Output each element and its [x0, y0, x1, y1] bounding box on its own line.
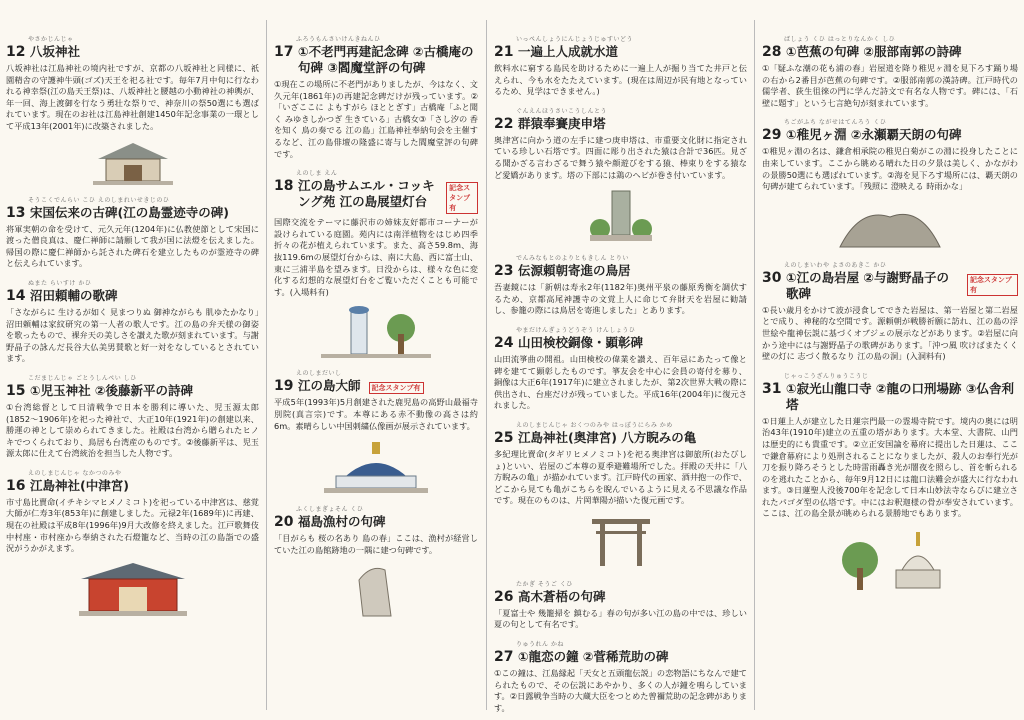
entry-ruby: じゃっこうざんりゅうこうじ [784, 372, 869, 380]
entry-title: ①寂光山龍口寺 ②龍の口刑場跡 ③仏舎利塔 [786, 380, 1014, 412]
entry-title: ①芭蕉の句碑 ②服部南郭の詩碑 [786, 44, 962, 59]
entry-text: 多紀理比賣命(タギリヒメノミコト)を祀る奥津宮は御旅所(おたびしょ)といい、岩屋のご本尊の夏季避難場所でした。拝殿の天井に「八方睨みの亀」が描かれています。江戸時代の画家、酒井抱一の作で、どこから見ても亀がこちらを睨んでいるように見える不思議な作品です。現在のものは、片岡華陽が描いた復元画です。 [494, 448, 747, 506]
entry-number: 13 [6, 204, 26, 221]
entry-heading [494, 649, 747, 665]
entry-title: 一遍上人成就水道 [518, 44, 619, 59]
entry-heading [494, 430, 747, 446]
stupa-illustration [830, 524, 950, 594]
entry-heading [6, 205, 259, 221]
entry-text: ①日蓮上人が建立した日蓮宗門最一の霊場寺院です。境内の奥には明治43年(1910年)建立の五重の塔があります。大本堂、大書院、山門は歴史的にも貴重です。②立正安国論を幕府に提出した日蓮は、ここで鎌倉幕府により処刑されることになりましたが、殺人のお奉行光が刀を振り降ろそうとした時雷雨轟き光が闇夜を照らし、首を斬られるのを逃れたことから、毎年9月12日には龍口法難会が盛大に行なわれます。③日蓮聖人没後700年を記念して日本山妙法寺ならびに建立されたパゴダ型の仏塔です。中にはお釈迦様の骨が奉安されています。ここは、江の島全景が眺められる景勝地でもあります。 [762, 415, 1018, 519]
entry-29 [762, 119, 1018, 251]
entry-ruby: えのしま えん [296, 170, 338, 178]
entry-heading [494, 589, 747, 605]
entry-number: 31 [762, 380, 782, 397]
entry-ruby: そうこくでんらい こひ えのしまれいせきじのひ [28, 196, 170, 204]
shrine-illustration [73, 559, 193, 619]
entry-ruby: でんみなもとのよりともきしん とりい [516, 255, 629, 263]
entry-ruby: りゅうれん かね [516, 641, 564, 649]
entry-text: 市寸島比賣命(イチキシマヒメノミコト)を祀っている中津宮は、慈覚大師が仁寿3年(853年)に創建しました。元禄2年(1689年)に再建、現在の社殿は平成8年(1996年)9月大改修を終えました。江戸歌舞伎中村座・市村座から奉納された石燈籠など、当時の江の島詣での盛況がうかがえます。 [6, 496, 259, 554]
entry-number: 15 [6, 382, 26, 399]
entry-text: 「夏富士や 幾籠掃を 鎮むる」春の句が多い江の島の中では、珍しい夏の句として有名です。 [494, 607, 747, 630]
entry-27 [494, 641, 747, 720]
entry-title: ①江の島岩屋 ②与謝野晶子の歌碑 [786, 269, 950, 301]
entry-title: ①児玉神社 ②後藤新平の詩碑 [30, 382, 194, 398]
entry-title: 福島漁村の句碑 [298, 514, 386, 530]
entry-number: 24 [494, 334, 514, 351]
entry-heading [274, 378, 478, 394]
entry-heading [6, 44, 259, 60]
entry-number: 19 [274, 378, 294, 395]
rock-illustration [830, 197, 950, 252]
entry-heading [762, 270, 1018, 302]
entry-title: 八坂神社 [30, 44, 81, 59]
entry-31 [762, 373, 1018, 594]
entry-text: ①現在この場所に不老門がありましたが、今はなく、文久元年(1861年)の再建記念碑だけが残っています。②「いざここに よもすがら ほととぎす」古橋庵「ふと聞く みゆきしかつぎ 生きている」古橋女③「さし汐の 香を知く 鳥の奏でる 江の島」江島神社奉納句会を主催するなど、江の島俳壇の隆盛に寄与した閻魔堂評の句碑です。 [274, 79, 478, 159]
entry-23 [494, 255, 747, 317]
entry-12 [6, 36, 259, 187]
entry-text: 吾妻鏡には「新朝は寿永2年(1182年)奥州平泉の藤原秀衡を調伏するため、京都高尾神護寺の文覚上人に命じて弁財天を岩屋に勧請し、参籠の際には鳥居を寄進しました」とあります。 [494, 282, 747, 316]
entry-26 [494, 581, 747, 631]
entry-ruby: ふろうもんさいけんきねんひ [296, 36, 381, 43]
entry-22 [494, 108, 747, 245]
entry-heading [762, 127, 1018, 143]
entry-28 [762, 36, 1018, 109]
entry-ruby: こだまじんじゃ ごとうしんぺい しひ [28, 374, 137, 382]
entry-ruby: えのしまだいし [296, 370, 342, 378]
entry-14 [6, 280, 259, 365]
entry-number: 17 [274, 44, 294, 60]
stamp-badge: 記念スタンプ有 [369, 382, 424, 394]
entry-number: 18 [274, 178, 294, 195]
entry-title: 江の島大師 [298, 378, 361, 394]
entry-ruby: やまだけんぎょうどうぞう けんしょうひ [516, 326, 636, 334]
entry-heading [6, 288, 259, 304]
entry-ruby: えのしまじんじゃ おくつのみや はっぽうにらみ かめ [516, 421, 673, 429]
entry-number: 12 [6, 44, 26, 60]
temple-illustration [316, 436, 436, 496]
entry-number: 16 [6, 477, 26, 494]
entry-heading [6, 478, 259, 494]
column-1 [0, 0, 265, 720]
entry-15 [6, 375, 259, 460]
column-2 [268, 0, 484, 720]
entry-heading [494, 116, 747, 132]
entry-19 [274, 370, 478, 496]
entry-ruby: いっぺんしょうにんじょうじゅすいどう [516, 36, 634, 43]
entry-heading [274, 514, 478, 530]
entry-title: ①不老門再建記念碑 ②古橋庵の句碑 ③閻魔堂評の句碑 [298, 44, 474, 75]
entry-title: 高木蒼梧の句碑 [518, 588, 606, 604]
entry-number: 29 [762, 127, 782, 144]
column-3 [488, 0, 753, 720]
entry-title: 宋国伝来の古碑(江の島霊迹寺の碑) [30, 204, 229, 220]
entry-title: 江島神社(中津宮) [30, 477, 129, 493]
entry-number: 20 [274, 514, 294, 531]
entry-title: 江の島サムエル・コッキング苑 江の島展望灯台 [298, 178, 435, 210]
entry-13 [6, 197, 259, 270]
entry-ruby: ふくしまぎょそん くひ [296, 506, 364, 514]
entry-text: 「さながらに 生けるが如く 見まつりぬ 御神ながらも 肌ゆたかなり」沼田頼輔は家紋研究の第一人者の歌人です。江の島の弁天様の御姿を歌ったもので、裸弁天の美しさを讃えた歌が刻まれています。与謝野晶子の詠んだ長谷大仏美男賛歌と好一対をなしているとされています。 [6, 306, 259, 364]
entry-title: ①稚児ヶ淵 ②永瀬覇天朗の句碑 [786, 127, 962, 143]
entry-text: ①稚児ヶ淵の名は、鎌倉相承院の稚児白菊がこの淵に投身したことに由来しています。ここから眺める晴れた日の夕景は美しく、かながわの景勝50選にも選ばれています。②海を見下ろす場所には、覇天朗の句碑が建てられています。「残照に 澄映える 時雨かな」 [762, 146, 1018, 192]
shrine-illustration [88, 137, 178, 187]
stamp-badge: 記念スタンプ有 [446, 182, 478, 214]
entry-18 [274, 170, 478, 360]
entry-text: ①台湾総督として日清戦争で日本を勝利に導いた、児玉源太郎(1852〜1906年)を祀った神社で、大正10年(1921年)の創建以来、勝運の神として崇められてきました。社殿は台湾から贈られたヒノキでつくられており、鳥居も台湾産のものです。②後藤新平は、児玉源太郎に仕えて台湾統治を担当した人物です。 [6, 401, 259, 459]
entry-heading [274, 44, 478, 76]
stone-monument-illustration [351, 560, 401, 620]
entry-number: 14 [6, 287, 26, 304]
entry-ruby: えのしまじんじゃ なかつのみや [28, 469, 122, 477]
entry-ruby: やさかじんじゃ [28, 36, 74, 43]
entry-number: 22 [494, 115, 514, 132]
lighthouse-illustration [321, 302, 431, 360]
column-divider [754, 20, 755, 710]
column-4 [756, 0, 1024, 720]
entry-21 [494, 36, 747, 98]
torii-illustration [586, 511, 656, 571]
entry-text: 国際交流をテーマに藤沢市の姉妹友好都市コーナーが設けられている庭園。苑内には南洋植物をはじめ四季折々の花が植えられています。また、高さ59.8m、海抜119.6mの展望灯台からは、南に大島、西に富士山、東に三浦半島を望みます。日没からは、様々な色に変化する幻想的な展望灯台をご覧いただくことも可能です。(入場料有) [274, 217, 478, 297]
entry-title: 山田検校銅像・顕彰碑 [518, 334, 644, 350]
entry-heading [274, 178, 478, 214]
entry-title: 伝源頼朝寄進の鳥居 [518, 263, 631, 279]
entry-25 [494, 422, 747, 571]
entry-20 [274, 506, 478, 620]
entry-16 [6, 470, 259, 619]
entry-ruby: ちごがふち ながせはてんろう くひ [784, 119, 887, 127]
entry-number: 30 [762, 269, 782, 286]
entry-number: 26 [494, 588, 514, 605]
entry-number: 27 [494, 649, 514, 666]
entry-text: ①「疑ふな潮の花も浦の春」岩屋道を降り稚児ヶ淵を見下ろす踊り場の右から2番目が芭蕉の句碑です。②服部南郭の漢詩碑。江戸時代の儒学者、荻生徂徠の門に学んだ詩文で有名な人物です。碑には、「石壁に題す」という七言絶句が刻まれています。 [762, 63, 1018, 108]
entry-number: 28 [762, 44, 782, 60]
entry-heading [6, 383, 259, 399]
entry-text: 平成5年(1993年)5月創建された鹿児島の高野山最福寺別院(真言宗)です。本尊にある赤不動像の高さは約6m。素晴らしい中国刺繍仏像画が展示されています。 [274, 397, 478, 431]
entry-title: ①龍恋の鐘 ②菅稀荒助の碑 [518, 649, 669, 665]
entry-number: 23 [494, 263, 514, 280]
entry-text: 山田流箏曲の開祖。山田検校の偉業を讃え、百年忌にあたって像と碑を建てて顕彰したものです。箏友会を中心に会員の寄付を募り、銅像は大正6年(1917年)に建立されましたが、第2次世界大戦の際に供出され、台座だけが残っていました。平成16年(2004年)に復元されました。 [494, 353, 747, 411]
entry-30 [762, 262, 1018, 363]
entry-text: 「目がらも 桜の名あり 島の春」ここは、漁村が経営していた江の島館跡地の一隅に建つ句碑です。 [274, 533, 478, 555]
stamp-badge: 記念スタンプ有 [967, 274, 1018, 296]
entry-title: 沼田頼輔の歌碑 [30, 287, 118, 303]
entry-text: ①この鐘は、江島縁起「天女と五頭龍伝説」の恋物語にちなんで建てられたもので、その伝説にあやかり、多くの人が鐘を鳴らしています。②日露戦争当時の大蔵大臣をつとめた曾禰荒助の記念碑があります。 [494, 668, 747, 713]
column-divider [486, 20, 487, 710]
entry-number: 25 [494, 429, 514, 446]
entry-text: 将軍実朝の命を受けて、元久元年(1204年)に仏教使節として宋国に渡った僧良真は、慶仁禅師に請願して我が国に法燈を伝えました。帰国の際に慶仁禅師から託された碑石を建立したものが霊迹寺の碑と伝えられています。 [6, 223, 259, 269]
entry-text: 奥津宮に向かう道の左手に建つ庚申塔は、市重要文化財に指定されている珍しい石塔です。四面に彫り出された猿は合計で36匹。見ざる聞かざる言わざるで舞う猿や顔遊びをする猿、棒束りをする猿など愛嬌があります。塔の下部には鶏のヘビが巻き付いています。 [494, 134, 747, 180]
entry-ruby: ばしょう くひ はっとりなんかく しひ [784, 36, 896, 43]
entry-24 [494, 327, 747, 412]
stone-tower-illustration [586, 185, 656, 245]
entry-number: 21 [494, 44, 514, 60]
entry-heading [494, 44, 747, 60]
entry-heading [762, 381, 1018, 413]
entry-title: 群猿奉賽庚申塔 [518, 115, 606, 131]
entry-ruby: ぐんえんほうさいこうしんとう [516, 107, 608, 115]
entry-ruby: ぬまた らいすけ かひ [28, 279, 92, 287]
entry-ruby: たかぎ そうご くひ [516, 580, 573, 588]
entry-heading [494, 263, 747, 279]
entry-text: 飲料水に窮する島民を助けるために一遍上人が掘り当てた井戸と伝えられ、今も水をたたえています。(現在は周辺が民有地となっているため、見学はできません。) [494, 63, 747, 97]
entry-heading [762, 44, 1018, 60]
entry-heading [494, 335, 747, 351]
entry-text: 八坂神社は江島神社の境内社ですが、京都の八坂神社と同様に、祇園精舎の守護神牛頭(ゴズ)天王を祀る社です。毎年7月中旬に行なわれる神幸祭(江の島天王祭)は、八坂神社と腰越の小動神社の神輿が、年一回、海上渡御を行なう勇壮な祭りで、神奈川の祭50選にも選ばれています。現在のお社は江島神社創建1450年記念事業の一環として平成13年(2001年)に改築されました。 [6, 63, 259, 131]
entry-ruby: えのしまいわや よさのあきこ かひ [784, 261, 887, 269]
entry-text: ①長い歳月をかけて波が浸食してできた岩屋は、第一岩屋と第二岩屋とで成り、神秘的な空間です。源頼朝が戦勝祈願に訪れ、江の島の浮世絵や龍神伝説に基づくオブジェの展示などがあります。②岩屋に向かう途中には与謝野晶子の歌碑があります。「沖つ風 吹けばまたくく 壁の灯に 志づく散るなり 江の島の洞」(入洞料有) [762, 304, 1018, 362]
entry-title: 江島神社(奥津宮) 八方睨みの亀 [518, 429, 697, 445]
column-divider [266, 20, 267, 710]
entry-17 [274, 36, 478, 160]
